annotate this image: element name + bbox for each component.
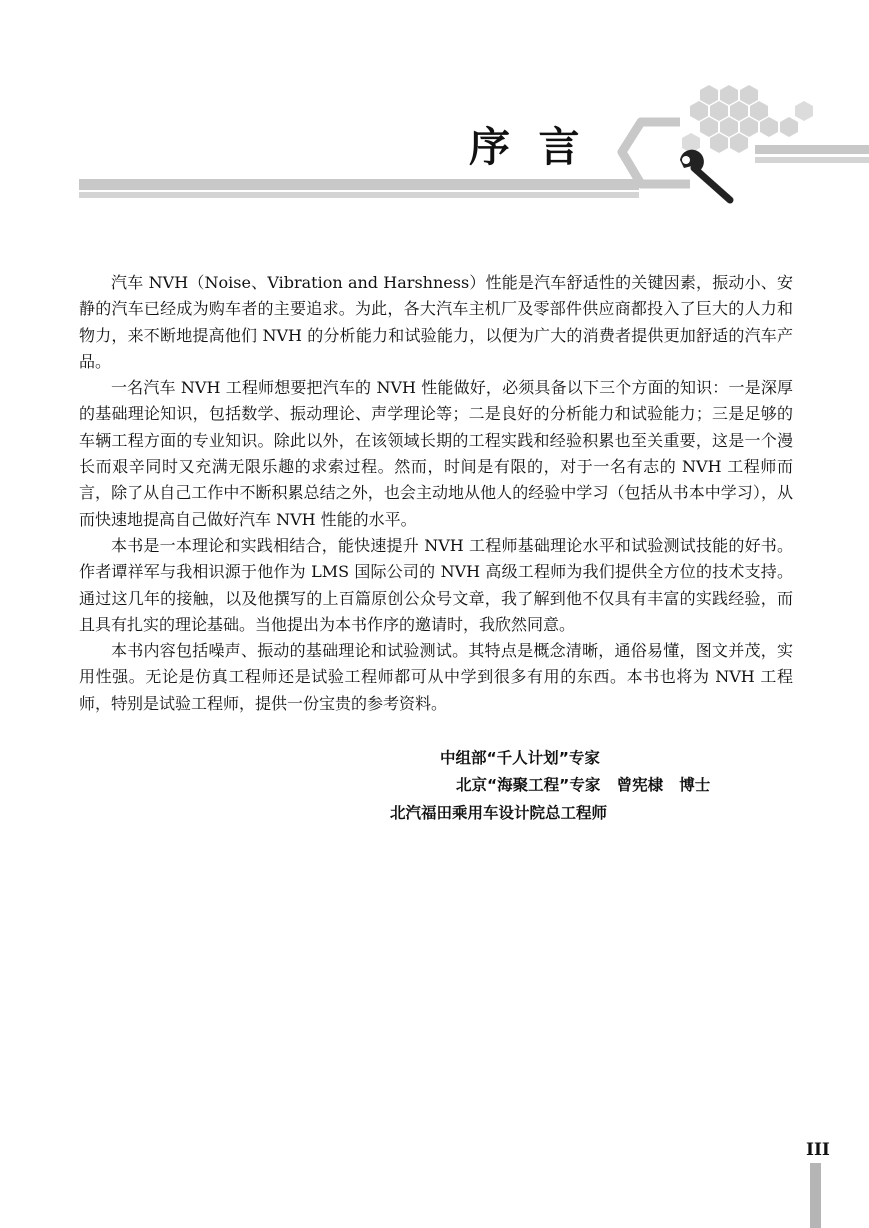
signature-line-1: 中组部“千人计划”专家	[440, 749, 600, 767]
page-title: 序 言	[469, 123, 580, 171]
wrench-icon	[680, 150, 730, 200]
paragraph: 本书是一本理论和实践相结合，能快速提升 NVH 工程师基础理论水平和试验测试技能的好书。作者谭祥军与我相识源于他作为 LMS 国际公司的 NVH 高级工程师为我们提供全方位的技术支持。通过这几年的接触，以及他撰写的上百篇原创公众号文章，我了解到他不仅具有丰富的实践经验，而且具有扎实的理论基础。当他提出为本书作序的邀请时，我欣然同意。	[79, 535, 793, 634]
paragraph: 汽车 NVH（Noise、Vibration and Harshness）性能是汽车舒适性的关键因素，振动小、安静的汽车已经成为购车者的主要追求。为此，各大汽车主机厂及零部件供应商都投入了巨大的人力和物力，来不断地提高他们 NVH 的分析能力和试验能力，以便为广大的消费者提供更加舒适的汽车产品。	[79, 273, 793, 371]
preface-body	[79, 270, 793, 717]
paragraph: 一名汽车 NVH 工程师想要把汽车的 NVH 性能做好，必须具备以下三个方面的知识：一是深厚的基础理论知识，包括数学、振动理论、声学理论等；二是良好的分析能力和试验能力；三是足够的车辆工程方面的专业知识。除此以外，在该领域长期的工程实践和经验积累也至关重要，这是一个漫长而艰辛同时又充满无限乐趣的求索过程。然而，时间是有限的，对于一名有志的 NVH 工程师而言，除了从自己工作中不断积累总结之外，也会主动地从他人的经验中学习（包括从书本中学习），从而快速地提高自己做好汽车 NVH 性能的水平。	[79, 378, 793, 529]
hexagon-frame	[622, 122, 690, 184]
header-decoration	[0, 0, 869, 240]
paragraph: 本书内容包括噪声、振动的基础理论和试验测试。其特点是概念清晰，通俗易懂，图文并茂，实用性强。无论是仿真工程师还是试验工程师都可从中学到很多有用的东西。本书也将为 NVH 工程师，特别是试验工程师，提供一份宝贵的参考资料。	[79, 641, 793, 713]
signature-line-2: 北京“海聚工程”专家 曾宪棣 博士	[456, 776, 711, 794]
page-edge-bar	[810, 1163, 821, 1228]
page-number: III	[806, 1140, 830, 1160]
hexagon-pattern	[682, 85, 813, 153]
signature-line-3: 北汽福田乘用车设计院总工程师	[390, 804, 608, 822]
